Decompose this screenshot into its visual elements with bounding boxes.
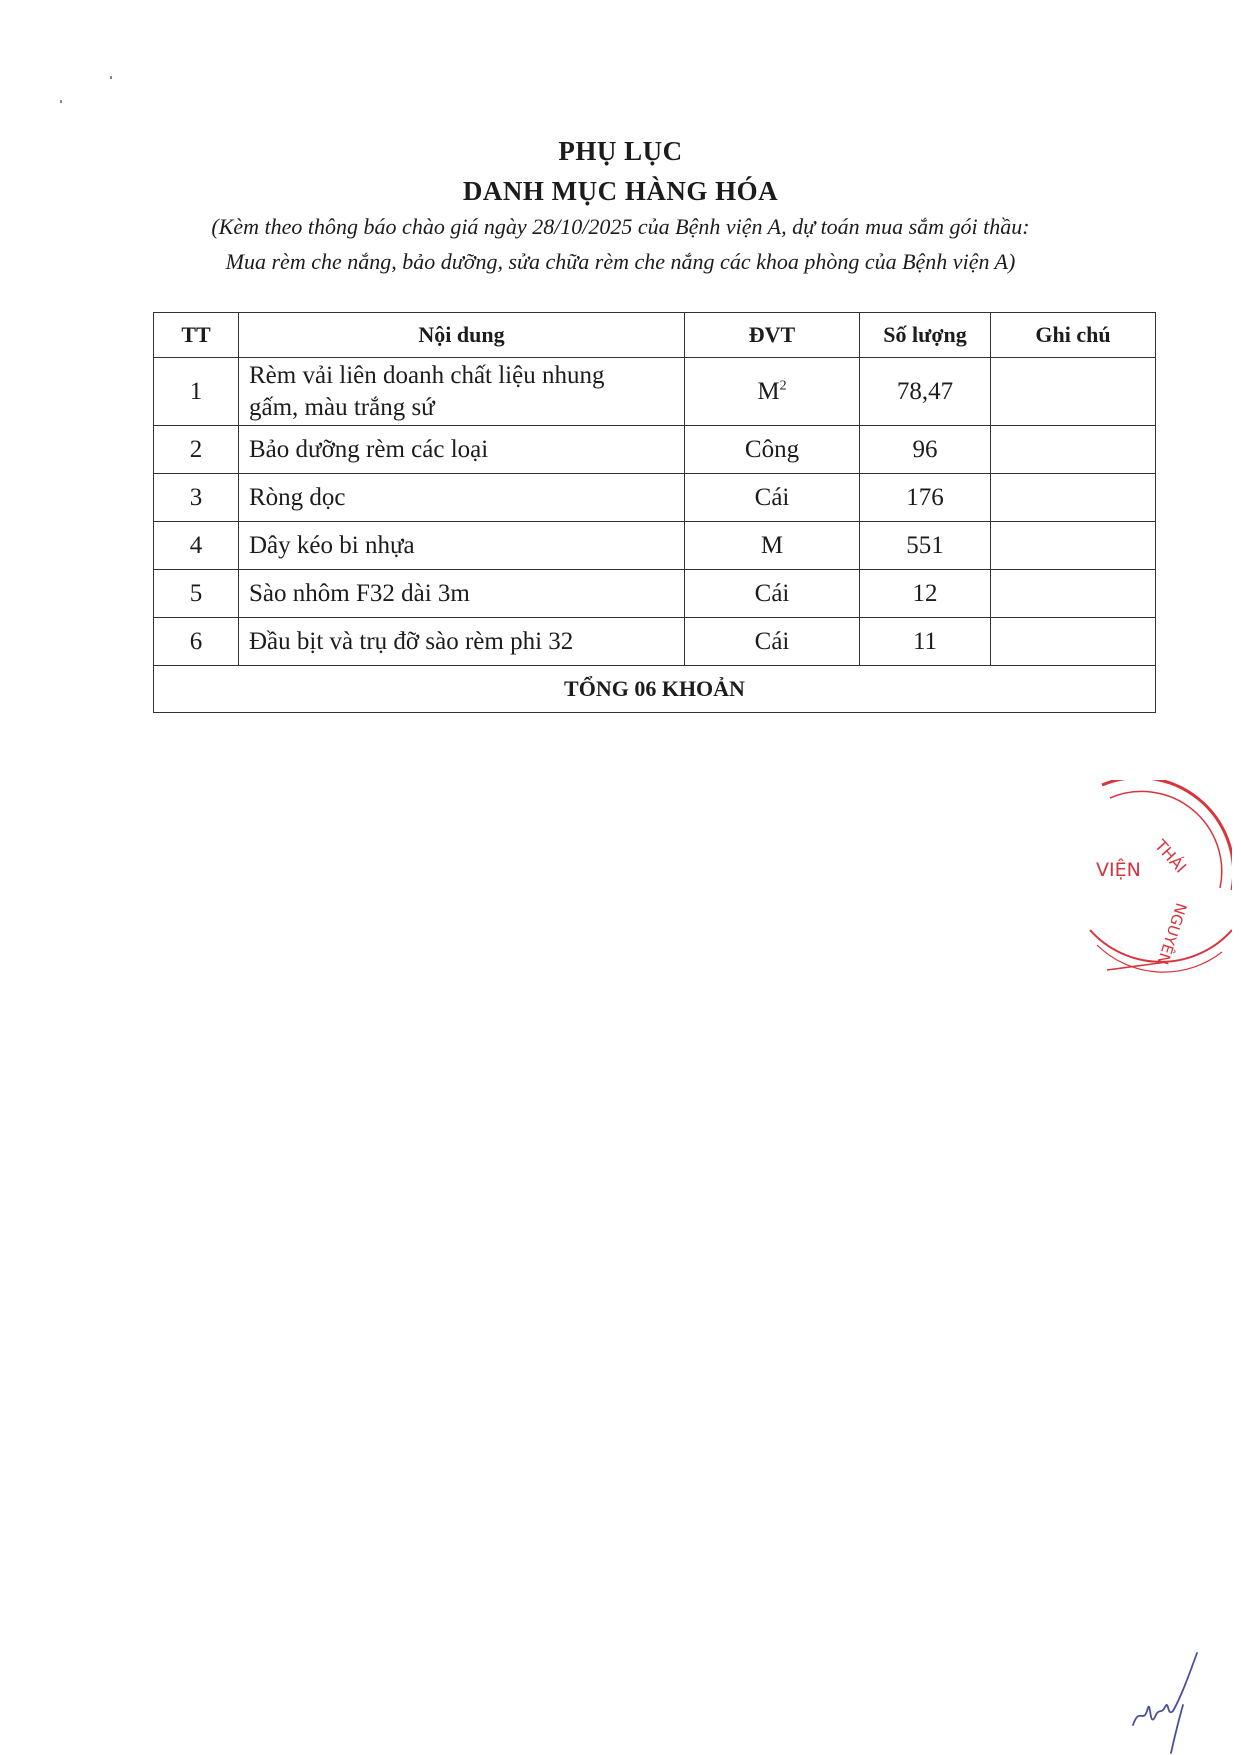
table-row [154,618,1156,666]
cell-quantity: 12 [860,570,991,618]
cell-content-line: gấm, màu trắng sứ [249,393,435,421]
table-total-row [154,666,1156,713]
cell-tt: 5 [154,570,239,618]
cell-quantity: 176 [860,474,991,522]
unit-superscript: 2 [779,378,787,394]
table-row [154,570,1156,618]
col-header-note: Ghi chú [991,313,1156,358]
cell-unit: Cái [685,474,860,522]
unit-text: M [757,377,780,405]
cell-unit: Công [685,426,860,474]
cell-note [991,474,1156,522]
signature-icon [1125,1645,1205,1755]
table-row [154,522,1156,570]
cell-quantity: 96 [860,426,991,474]
col-header-quantity: Số lượng [860,313,991,358]
cell-content: Sào nhôm F32 dài 3m [239,570,685,618]
cell-content: Đầu bịt và trụ đỡ sào rèm phi 32 [239,618,685,666]
cell-quantity: 551 [860,522,991,570]
cell-unit: M [685,522,860,570]
table-header-row [154,313,1156,358]
goods-table [153,312,1156,713]
stamp-text-mid: VIỆN [1096,859,1141,881]
cell-unit [685,358,860,426]
col-header-tt: TT [154,313,239,358]
table-row [154,358,1156,426]
page-title: PHỤ LỤC [558,136,683,166]
cell-content: Dây kéo bi nhựa [239,522,685,570]
col-header-content: Nội dung [239,313,685,358]
total-label: TỔNG 06 KHOẢN [154,666,1156,713]
cell-note [991,618,1156,666]
stamp-text-top: THÁI [1151,835,1191,877]
hospital-stamp-icon [1082,780,1232,980]
cell-content: Ròng dọc [239,474,685,522]
cell-content [239,358,685,426]
reference-note-line-1: (Kèm theo thông báo chào giá ngày 28/10/2025 của Bệnh viện A, dự toán mua sắm gói thầu: [211,214,1030,239]
cell-tt: 4 [154,522,239,570]
cell-quantity: 11 [860,618,991,666]
cell-tt: 6 [154,618,239,666]
col-header-unit: ĐVT [685,313,860,358]
cell-unit: Cái [685,570,860,618]
cell-note [991,570,1156,618]
cell-tt: 3 [154,474,239,522]
cell-unit: Cái [685,618,860,666]
scan-speck [60,100,62,103]
cell-content: Bảo dưỡng rèm các loại [239,426,685,474]
table-row [154,426,1156,474]
cell-quantity: 78,47 [860,358,991,426]
cell-note [991,358,1156,426]
cell-note [991,522,1156,570]
scan-speck [110,76,112,79]
cell-tt: 1 [154,358,239,426]
cell-content-line: Rèm vải liên doanh chất liệu nhung [249,361,605,389]
cell-tt: 2 [154,426,239,474]
cell-note [991,426,1156,474]
reference-note-line-2: Mua rèm che nắng, bảo dưỡng, sửa chữa rèm che nắng các khoa phòng của Bệnh viện A) [225,249,1016,274]
table-row [154,474,1156,522]
page-subtitle: DANH MỤC HÀNG HÓA [462,176,779,206]
stamp-text-bottom: NGUYÊN [1153,900,1191,967]
